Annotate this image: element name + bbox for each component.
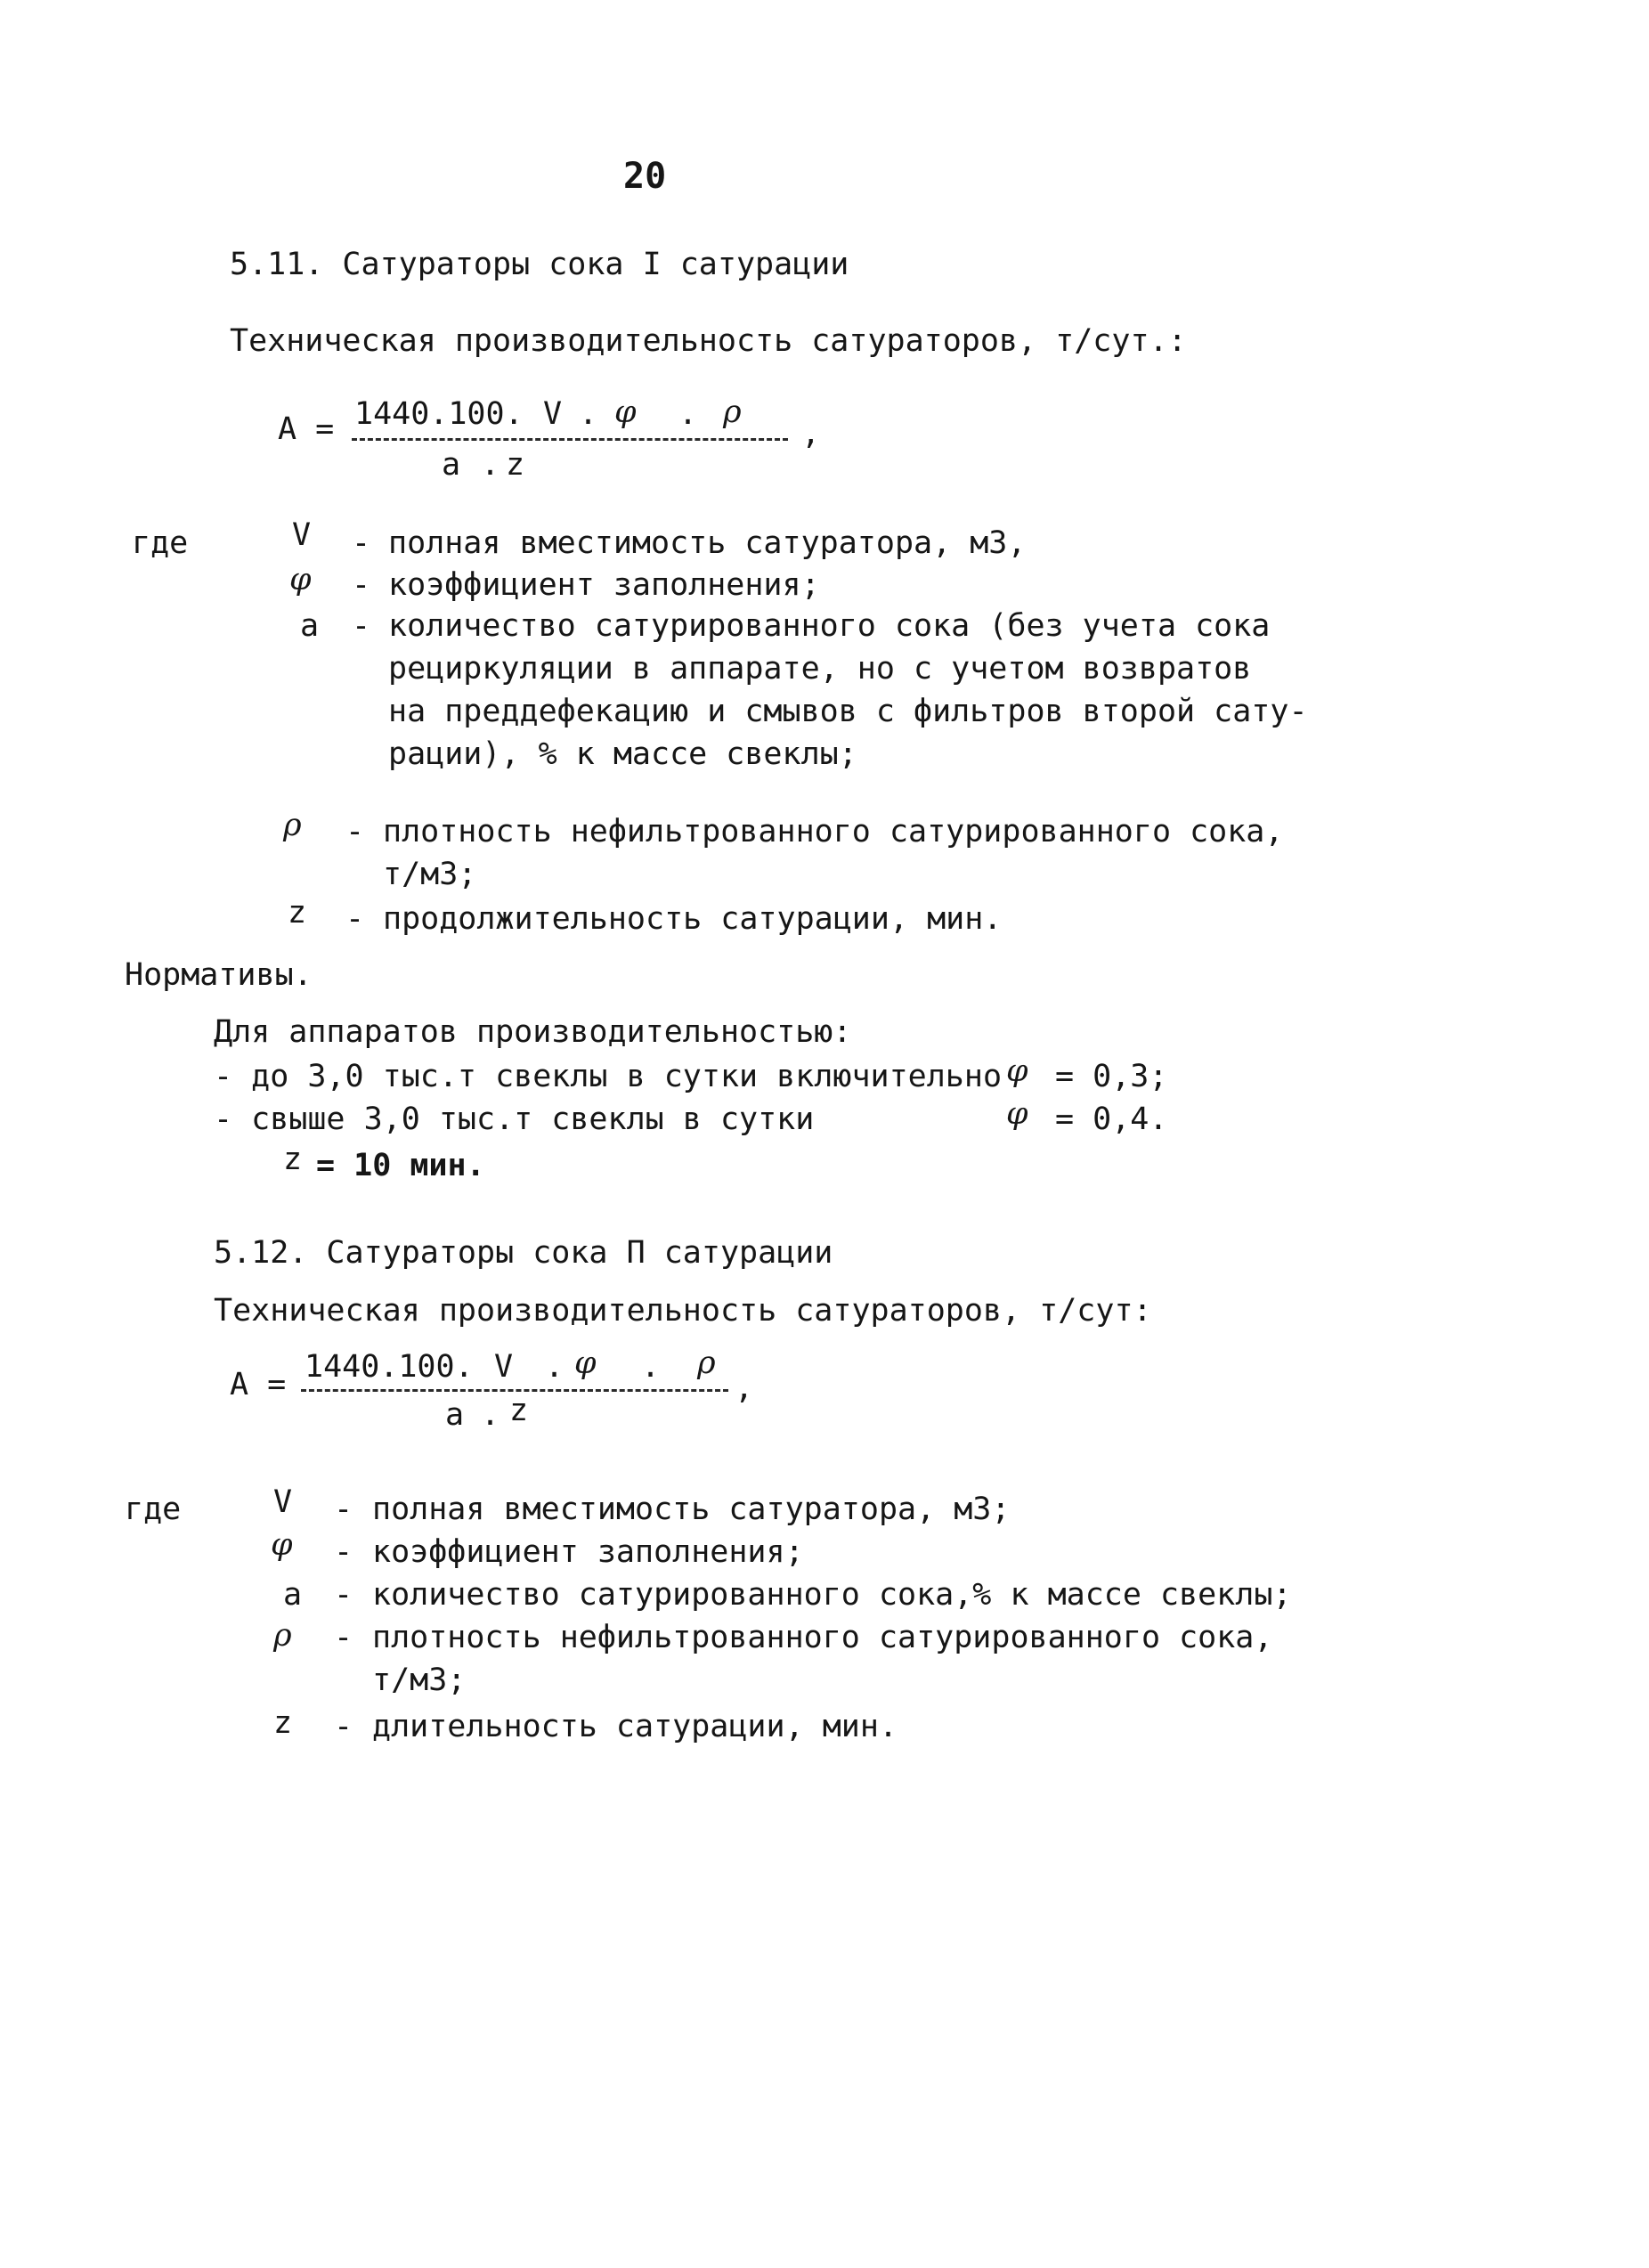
definition-continuation: рециркуляции в аппарате, но с учетом возвратов (388, 651, 1252, 687)
formula-numerator-phi: φ (614, 394, 637, 430)
definition-symbol-z: z (288, 895, 307, 931)
definition-text: коэффициент заполнения; (372, 1534, 804, 1570)
page-number: 20 (623, 156, 667, 197)
formula-denominator-a: а (442, 447, 461, 483)
definition-continuation: на преддефекацию и смывов с фильтров второй сату- (388, 694, 1308, 729)
norm-z-value: = 10 мин. (316, 1148, 485, 1183)
formula-comma: , (801, 416, 821, 451)
formula-numerator-phi: φ (574, 1345, 597, 1381)
definition-text: коэффициент заполнения; (388, 567, 820, 603)
formula-numerator-constant: 1440.100. (305, 1349, 474, 1385)
definition-dash: - (352, 567, 371, 603)
norm-row-text: - до 3,0 тыс.т свеклы в сутки включительно (214, 1059, 1003, 1094)
definition-dash: - (334, 1709, 353, 1744)
norm-row-value: = 0,4. (1055, 1101, 1168, 1137)
definition-symbol-phi: φ (271, 1527, 293, 1563)
formula-numerator-dot-1: . (545, 1349, 565, 1385)
formula-numerator-rho: ρ (723, 394, 742, 430)
definition-text: плотность нефильтрованного сатурированного сока, (383, 814, 1284, 849)
formula-denominator-z: z (506, 447, 525, 483)
definition-text: полная вместимость сатуратора, м3; (372, 1492, 1011, 1527)
definition-symbol-v: V (273, 1484, 293, 1520)
formula-denominator-dot: . (481, 447, 500, 483)
definition-symbol-rho: ρ (273, 1618, 292, 1654)
definition-dash: - (334, 1577, 353, 1613)
formula-fraction-line (352, 438, 788, 441)
definition-symbol-rho: ρ (283, 808, 302, 843)
formula-comma: , (735, 1370, 754, 1406)
norm-z-symbol: z (283, 1142, 303, 1177)
definition-dash: - (334, 1492, 353, 1527)
formula-lhs: А = (230, 1367, 287, 1402)
formula-denominator-z: z (509, 1393, 529, 1428)
formula-numerator-rho: ρ (697, 1345, 716, 1381)
definition-continuation: т/м3; (372, 1662, 467, 1698)
section-5-12-intro: Техническая производительность сатураторов, т/сут: (214, 1293, 1152, 1329)
norms-lead: Для аппаратов производительностью: (214, 1014, 852, 1050)
definition-symbol-a: а (283, 1577, 303, 1613)
definition-dash: - (334, 1620, 353, 1655)
formula-fraction-line (301, 1389, 728, 1392)
where-label: где (132, 525, 189, 561)
definition-text: длительность сатурации, мин. (372, 1709, 898, 1744)
formula-numerator-dot-1: . (579, 396, 598, 432)
formula-numerator-v: V (494, 1349, 514, 1385)
definition-text: количество сатурированного сока (без учета сока (388, 608, 1271, 644)
definition-symbol-a: а (300, 608, 320, 644)
norm-row-text: - свыше 3,0 тыс.т свеклы в сутки (214, 1101, 815, 1137)
definition-dash: - (345, 901, 365, 937)
definition-symbol-phi: φ (289, 562, 312, 597)
definition-text: плотность нефильтрованного сатурированного сока, (372, 1620, 1273, 1655)
formula-numerator-v: V (543, 396, 563, 432)
norms-heading: Нормативы. (125, 957, 313, 993)
formula-denominator-a: а (445, 1397, 465, 1433)
formula-numerator-dot-2: . (641, 1349, 661, 1385)
formula-numerator-constant: 1440.100. (354, 396, 524, 432)
definition-continuation: рации), % к массе свеклы; (388, 736, 857, 772)
where-label: где (125, 1492, 182, 1527)
definition-dash: - (352, 525, 371, 561)
definition-dash: - (345, 814, 365, 849)
definition-text: продолжительность сатурации, мин. (383, 901, 1003, 937)
definition-text: количество сатурированного сока,% к массе свеклы; (372, 1577, 1292, 1613)
definition-dash: - (352, 608, 371, 644)
norm-row-phi: φ (1006, 1096, 1028, 1132)
definition-dash: - (334, 1534, 353, 1570)
section-5-12-heading: 5.12. Сатураторы сока П сатурации (214, 1235, 833, 1271)
norm-row-value: = 0,3; (1055, 1059, 1168, 1094)
definition-text: полная вместимость сатуратора, м3, (388, 525, 1027, 561)
formula-lhs: А = (278, 411, 335, 447)
formula-numerator-dot-2: . (678, 396, 698, 432)
definition-symbol-z: z (273, 1705, 293, 1741)
definition-symbol-v: V (292, 517, 312, 553)
section-5-11-intro: Техническая производительность сатураторов, т/сут.: (230, 323, 1187, 359)
section-5-11-heading: 5.11. Сатураторы сока I сатурации (230, 247, 849, 282)
definition-continuation: т/м3; (383, 857, 477, 892)
formula-denominator-dot: . (481, 1397, 500, 1433)
norm-row-phi: φ (1006, 1053, 1028, 1089)
